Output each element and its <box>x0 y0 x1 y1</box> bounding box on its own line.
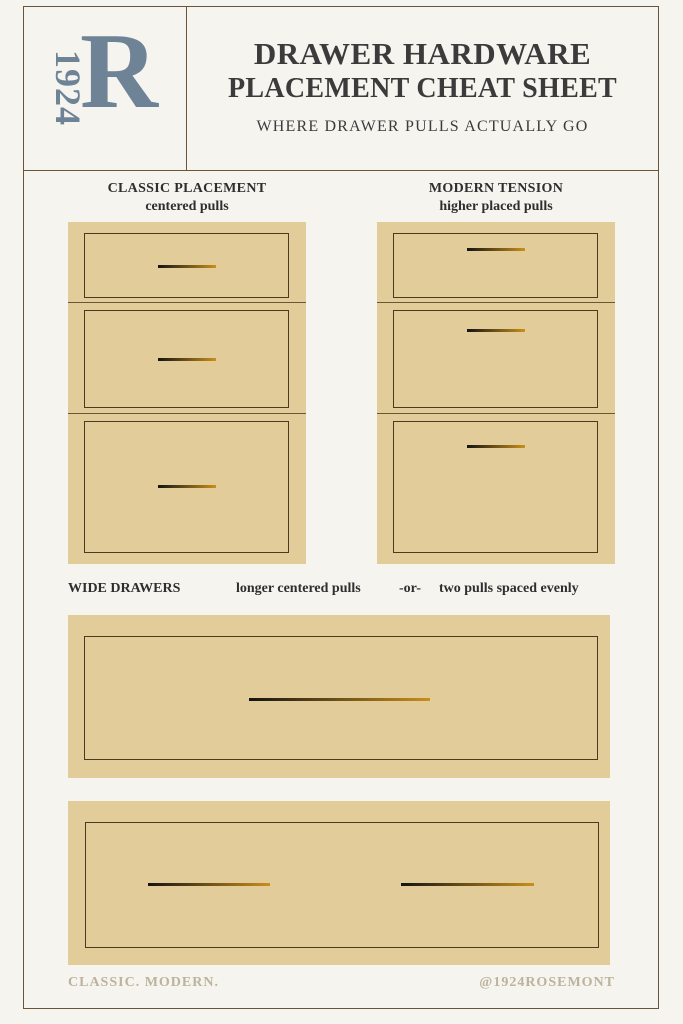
modern-cabinet <box>377 222 615 564</box>
footer-tagline: CLASSIC. MODERN. <box>68 975 219 990</box>
drawer-separator <box>68 302 306 303</box>
wide-drawer-long-pull <box>68 615 610 778</box>
drawer-separator <box>377 302 615 303</box>
logo-year-text: 1924 <box>48 50 88 126</box>
wide-or-separator: -or- <box>399 581 422 596</box>
page-title-line2: PLACEMENT CHEAT SHEET <box>227 73 618 104</box>
drawer-pull <box>158 485 216 488</box>
drawer-front <box>393 233 598 298</box>
drawer-pull <box>467 445 525 448</box>
logo-letter: R <box>80 12 158 131</box>
drawer-front <box>393 421 598 553</box>
page-title: DRAWER HARDWARE <box>253 36 592 71</box>
modern-heading-block <box>377 181 615 215</box>
drawer-pull <box>467 248 525 251</box>
drawer-pull <box>158 358 216 361</box>
drawer-front <box>393 310 598 408</box>
wide-option-two-pulls: two pulls spaced evenly <box>439 581 579 596</box>
footer-handle: @1924ROSEMONT <box>479 975 615 990</box>
drawer-pull <box>158 265 216 268</box>
page-subtitle: WHERE DRAWER PULLS ACTUALLY GO <box>256 118 589 135</box>
modern-subheading: higher placed pulls <box>439 199 553 214</box>
classic-heading-block <box>68 181 306 215</box>
wide-drawer-two-pulls <box>68 801 610 965</box>
classic-cabinet <box>68 222 306 564</box>
drawer-pull-right <box>401 883 534 886</box>
wide-option-longer: longer centered pulls <box>236 581 361 596</box>
header-divider <box>23 170 659 171</box>
drawer-pull-left <box>148 883 270 886</box>
classic-subheading: centered pulls <box>145 199 229 214</box>
drawer-pull <box>249 698 430 701</box>
drawer-separator <box>68 413 306 414</box>
modern-heading: MODERN TENSION <box>428 181 564 196</box>
classic-heading: CLASSIC PLACEMENT <box>107 181 267 196</box>
drawer-pull <box>467 329 525 332</box>
wide-drawers-label: WIDE DRAWERS <box>68 581 181 596</box>
drawer-separator <box>377 413 615 414</box>
